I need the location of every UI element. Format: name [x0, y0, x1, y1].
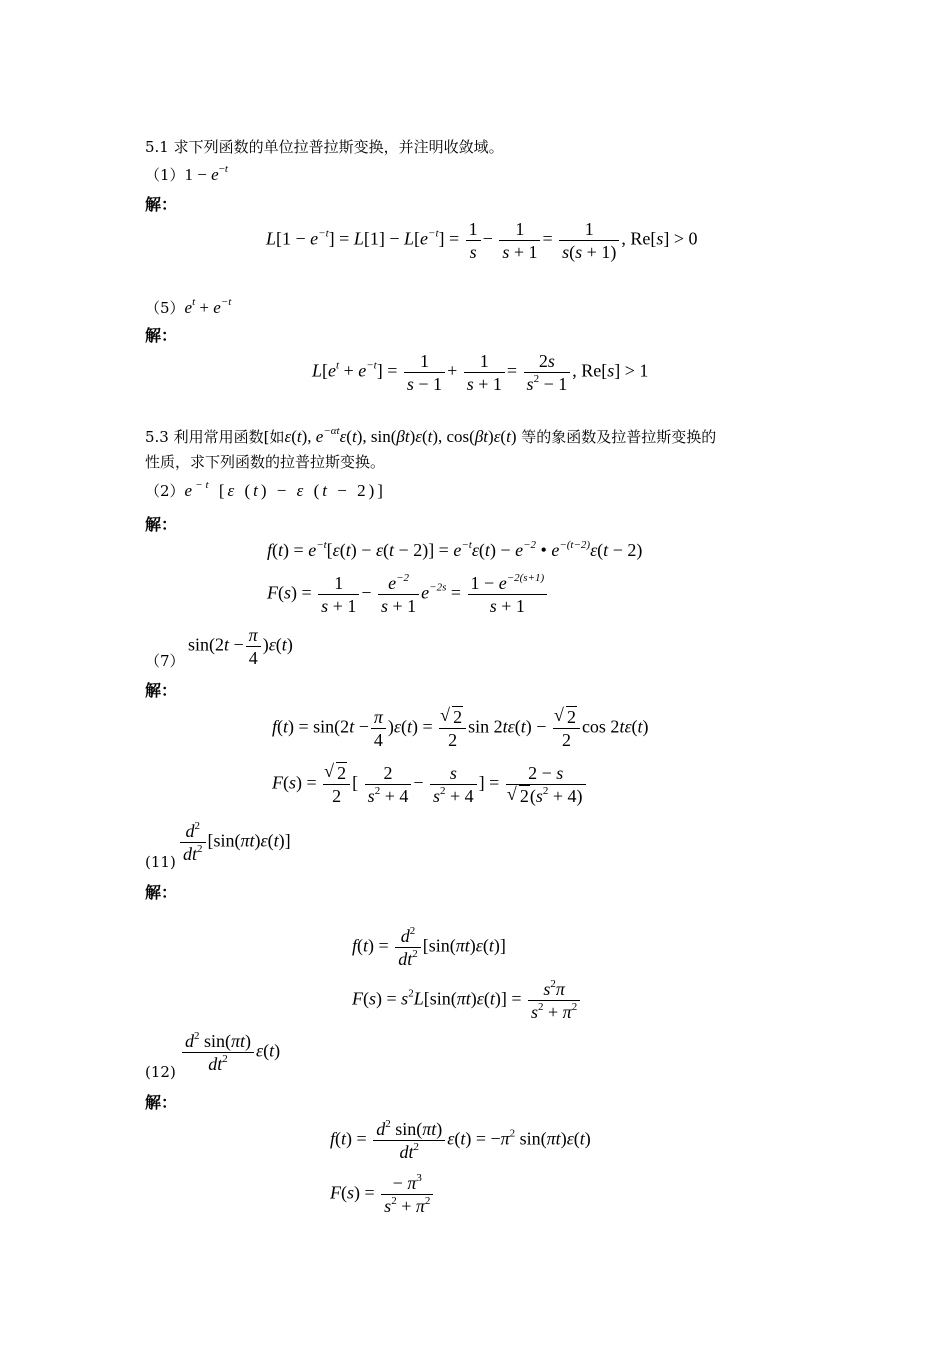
item-2: $(2)e^{-t}$ [ε (t) − ε (t − 2)] [145, 479, 386, 500]
item-11-expr: $\frac{d^2}{dt^2}$ [sin(πt)ε(t)] [178, 820, 291, 865]
item-7-expr: sin(2t − $\frac{\pi}{4}$ )ε(t) [188, 625, 293, 668]
problem-title-5-3-line2: 性质，求下列函数的拉普拉斯变换。 [145, 453, 386, 471]
formula-5-3-7-F: F(s) = √ $\frac{2}{2}$ [ $\frac{2}{s^2 + 4}$ − $\frac{s}{s^2 + 4}$ ] = 2 − s √ $2(s^2 + 4)$ [272, 762, 588, 807]
item-label: （5） [145, 299, 185, 317]
item-5: $(5)e^t + e^{-t}$ [145, 296, 232, 317]
problem-title-5-1: 5.1 求下列函数的单位拉普拉斯变换，并注明收敛域。 [145, 138, 504, 156]
formula-5-3-2-f: $f(t) = e^{-t}[\varepsilon(t) - \varepsilon(t - 2)] = e^{-t}\varepsilon(t) - e^{-2}$ • $e^{-(t-2)}\varepsilon(t - 2)$ [267, 539, 643, 560]
solution-label: 解： [145, 195, 178, 214]
item-12-label: (12) [145, 1063, 176, 1081]
formula-5-1-5: $L[e^t + e^{-t}]$ = $\frac{1}{s - 1}$ + $\frac{1}{s + 1}$ = $\frac{2s}{s^2 - 1}$ , Re[s] > 1 [312, 351, 649, 394]
solution-label: 解： [145, 515, 178, 534]
solution-label: 解： [145, 883, 178, 902]
solution-label: 解： [145, 681, 178, 700]
solution-label: 解： [145, 1093, 178, 1112]
problem-title-5-3: 5.3 利用常用函数[如ε(t), $e^{-\alpha t}\varepsilon(t)$, sin(βt)ε(t), cos(βt)ε(t) 等的象函数及拉普拉斯变换的 [145, 425, 717, 446]
formula-5-3-2-F: F(s) = $\frac{1}{s + 1}$ − $\frac{e^{-2}}{s + 1}$ $e^{-2s}$ = $\frac{1 - e^{-2(s+1)}}{s + 1}$ [267, 572, 549, 617]
formula-5-3-12-f: f(t) = $\frac{d^2 \sin(\pi t)}{dt^2}$ $\varepsilon(t) = -\pi^2$ sin(πt)ε(t) [330, 1118, 591, 1162]
formula-5-3-11-f: f(t) = $\frac{d^2}{dt^2}$ [sin(πt)ε(t)] [352, 925, 506, 969]
item-label: （2） [145, 482, 185, 500]
item-11-label: (11) [145, 853, 176, 871]
item-label: （1） [145, 166, 185, 184]
formula-5-3-11-F: $F(s) = s^2L[\sin(\pi t)\varepsilon(t)]$ = $\frac{s^2\pi}{s^2 + \pi^2}$ [352, 978, 582, 1023]
item-7-label: （7） [145, 652, 185, 670]
solution-label: 解： [145, 326, 178, 345]
item-12-expr: $\frac{d^2 \sin(\pi t)}{dt^2}$ ε(t) [180, 1030, 280, 1075]
formula-5-3-12-F: F(s) = $\frac{- \pi^3}{s^2 + \pi^2}$ [330, 1172, 435, 1217]
formula-5-3-7-f: f(t) = sin(2t − $\frac{\pi}{4}$ )ε(t) = √ $\frac{2}{2}$ sin 2tε(t) − √ $\frac{2}{2}$ cos 2tε(t) [272, 706, 649, 751]
formula-5-1-1: $L[1 - e^{-t}] = L[1] - L[e^{-t}]$ = $\frac{1}{s}$ − $\frac{1}{s + 1}$ = $\frac{1}{s(s + 1)}$ , Re[s] > 0 [266, 219, 698, 262]
item-1: $(1)1 - e^{-t}$ [145, 163, 228, 184]
